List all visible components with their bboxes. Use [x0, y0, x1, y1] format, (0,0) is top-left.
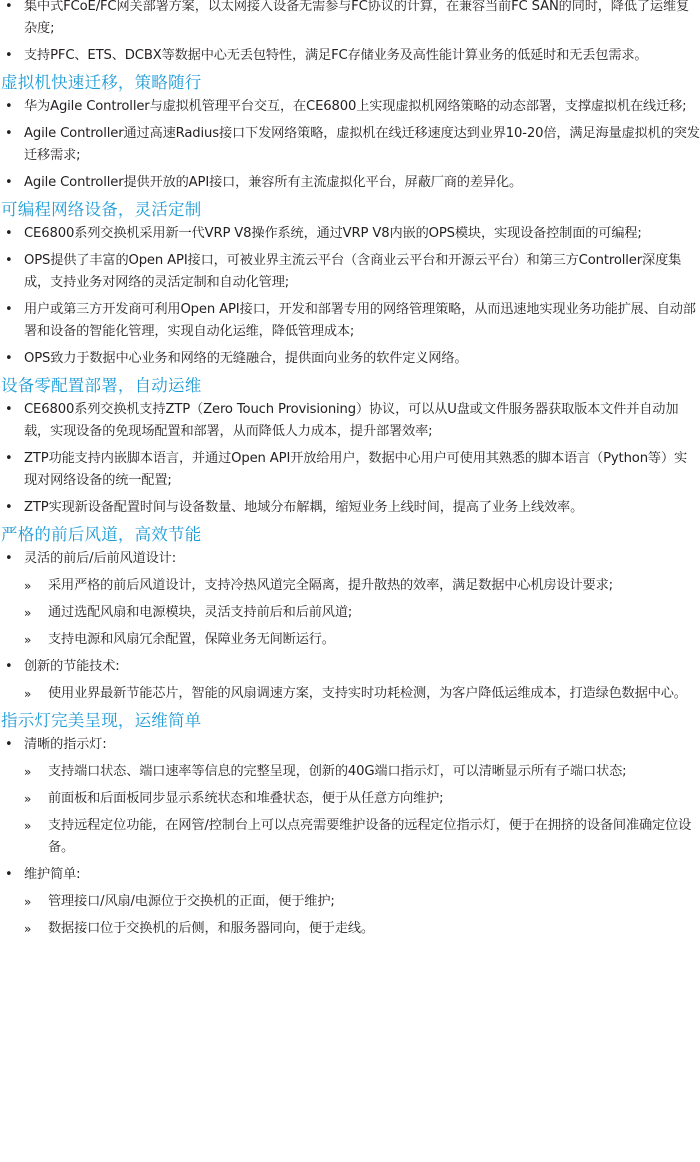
sub-bullet-text: 数据接口位于交换机的后侧，和服务器同向，便于走线。	[48, 921, 374, 936]
sub-bullet-text: 通过选配风扇和电源模块，灵活支持前后和后前风道;	[48, 605, 353, 620]
bullet-text: CE6800系列交换机采用新一代VRP V8操作系统，通过VRP V8内嵌的OPS模块，实现设备控制面的可编程;	[24, 226, 642, 241]
sub-bullet-item	[0, 918, 700, 940]
sub-bullet-item	[0, 761, 700, 783]
sub-bullet-text: 使用业界最新节能芯片，智能的风扇调速方案，支持实时功耗检测，为客户降低运维成本，打造绿色数据中心。	[48, 686, 687, 701]
bullet-item	[0, 656, 700, 678]
bullet-text: CE6800系列交换机支持ZTP（Zero Touch Provisioning）协议，可以从U盘或文件服务器获取版本文件并自动加载，实现设备的免现场配置和部署，从而降低人力成本，提升部署效率;	[24, 402, 679, 439]
bullet-text: 灵活的前后/后前风道设计:	[24, 551, 176, 566]
bullet-item	[0, 497, 700, 519]
sub-bullet-item	[0, 575, 700, 597]
bullet-mark: •	[5, 659, 13, 674]
section-heading: 严格的前后风道，高效节能	[1, 525, 202, 544]
bullet-item	[0, 448, 700, 492]
sub-bullet-item	[0, 788, 700, 810]
bullet-item	[0, 223, 700, 245]
bullet-mark: •	[5, 175, 13, 190]
section-heading: 指示灯完美呈现，运维简单	[1, 711, 202, 730]
sub-bullet-text: 前面板和后面板同步显示系统状态和堆叠状态，便于从任意方向维护;	[48, 791, 444, 806]
bullet-mark: •	[5, 867, 13, 882]
bullet-text: OPS提供了丰富的Open API接口，可被业界主流云平台（含商业云平台和开源云平台）和第三方Controller深度集成，支持业务对网络的灵活定制和自动化管理;	[24, 253, 682, 290]
sub-bullet-mark: »	[24, 687, 32, 701]
bullet-mark: •	[5, 126, 13, 141]
bullet-text: 支持PFC、ETS、DCBX等数据中心无丢包特性，满足FC存储业务及高性能计算业务的低延时和无丢包需求。	[24, 48, 648, 63]
bullet-item	[0, 172, 700, 194]
bullet-mark: •	[5, 253, 13, 268]
bullet-item	[0, 548, 700, 570]
sub-bullet-text: 采用严格的前后风道设计，支持冷热风道完全隔离，提升散热的效率，满足数据中心机房设计要求;	[48, 578, 613, 593]
bullet-mark: •	[5, 0, 13, 14]
bullet-mark: •	[5, 302, 13, 317]
bullet-text: Agile Controller提供开放的API接口，兼容所有主流虚拟化平台，屏蔽厂商的差异化。	[24, 175, 522, 190]
sub-bullet-mark: »	[24, 765, 32, 779]
sub-bullet-item	[0, 602, 700, 624]
section-heading: 设备零配置部署，自动运维	[1, 376, 202, 395]
bullet-text: 维护简单:	[24, 867, 81, 882]
bullet-mark: •	[5, 99, 13, 114]
sub-bullet-mark: »	[24, 792, 32, 806]
sub-bullet-item	[0, 629, 700, 651]
bullet-text: Agile Controller通过高速Radius接口下发网络策略，虚拟机在线迁移速度达到业界10-20倍，满足海量虚拟机的突发迁移需求;	[24, 126, 700, 163]
bullet-mark: •	[5, 48, 13, 63]
sub-bullet-text: 管理接口/风扇/电源位于交换机的正面，便于维护;	[48, 894, 335, 909]
sub-bullet-mark: »	[24, 922, 32, 936]
bullet-item	[0, 864, 700, 886]
bullet-item	[0, 399, 700, 443]
intro-bullet-item	[0, 0, 700, 40]
bullet-text: 创新的节能技术:	[24, 659, 120, 674]
bullet-item	[0, 123, 700, 167]
bullet-mark: •	[5, 737, 13, 752]
bullet-mark: •	[5, 551, 13, 566]
sub-bullet-item	[0, 815, 700, 859]
bullet-text: ZTP实现新设备配置时间与设备数量、地域分布解耦，缩短业务上线时间，提高了业务上线效率。	[24, 500, 584, 515]
bullet-text: 集中式FCoE/FC网关部署方案，以太网接入设备无需参与FC协议的计算，在兼容当前FC SAN的同时，降低了运维复杂度;	[24, 0, 690, 36]
sub-bullet-text: 支持远程定位功能，在网管/控制台上可以点亮需要维护设备的远程定位指示灯，便于在拥挤的设备间准确定位设备。	[48, 818, 692, 855]
bullet-mark: •	[5, 451, 13, 466]
section-heading: 可编程网络设备，灵活定制	[1, 200, 202, 219]
bullet-mark: •	[5, 402, 13, 417]
bullet-item	[0, 734, 700, 756]
bullet-text: OPS致力于数据中心业务和网络的无缝融合，提供面向业务的软件定义网络。	[24, 351, 468, 366]
bullet-item	[0, 250, 700, 294]
bullet-item	[0, 348, 700, 370]
bullet-text: 清晰的指示灯:	[24, 737, 107, 752]
sub-bullet-mark: »	[24, 819, 32, 833]
bullet-text: 用户或第三方开发商可利用Open API接口，开发和部署专用的网络管理策略，从而迅速地实现业务功能扩展、自动部署和设备的智能化管理，实现自动化运维，降低管理成本;	[24, 302, 696, 339]
bullet-mark: •	[5, 500, 13, 515]
bullet-item	[0, 96, 700, 118]
sub-bullet-text: 支持电源和风扇冗余配置，保障业务无间断运行。	[48, 632, 335, 647]
sub-bullet-mark: »	[24, 895, 32, 909]
sub-bullet-mark: »	[24, 579, 32, 593]
sub-bullet-item	[0, 683, 700, 705]
bullet-mark: •	[5, 351, 13, 366]
bullet-item	[0, 299, 700, 343]
bullet-mark: •	[5, 226, 13, 241]
intro-bullet-item	[0, 45, 700, 67]
sub-bullet-text: 支持端口状态、端口速率等信息的完整呈现，创新的40G端口指示灯，可以清晰显示所有子端口状态;	[48, 764, 627, 779]
sub-bullet-mark: »	[24, 606, 32, 620]
sub-bullet-mark: »	[24, 633, 32, 647]
sub-bullet-item	[0, 891, 700, 913]
bullet-text: 华为Agile Controller与虚拟机管理平台交互，在CE6800上实现虚拟机网络策略的动态部署，支撑虚拟机在线迁移;	[24, 99, 687, 114]
section-heading: 虚拟机快速迁移，策略随行	[1, 73, 202, 92]
bullet-text: ZTP功能支持内嵌脚本语言，并通过Open API开放给用户，数据中心用户可使用其熟悉的脚本语言（Python等）实现对网络设备的统一配置;	[24, 451, 688, 488]
